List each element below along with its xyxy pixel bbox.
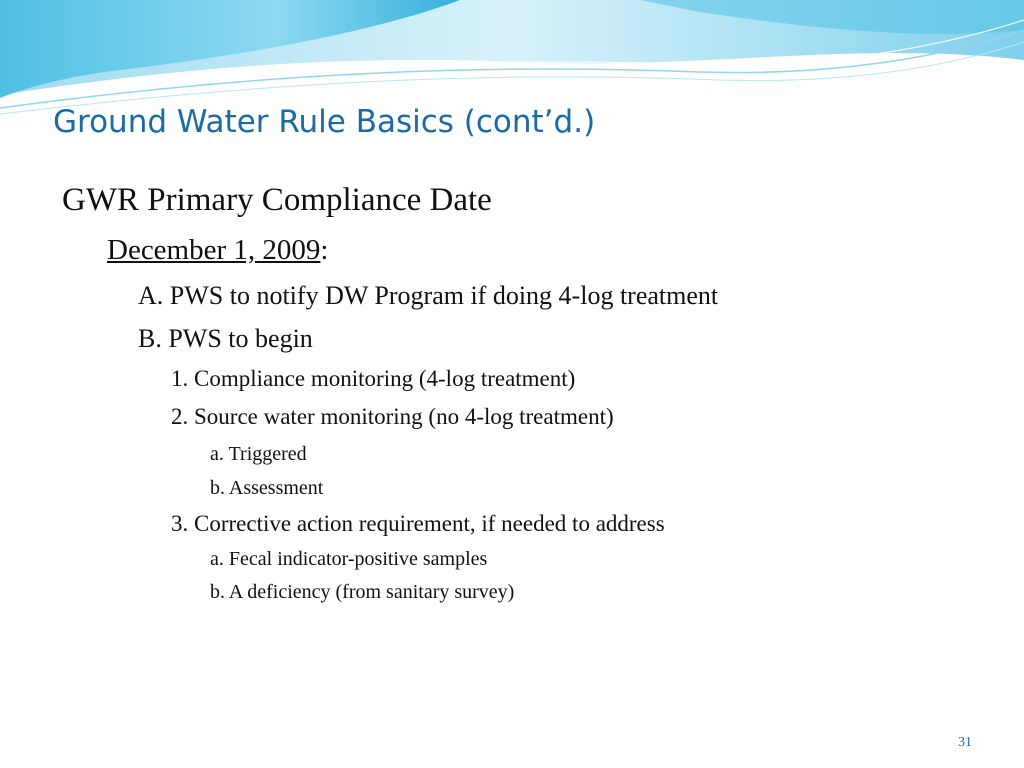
bullet-item-b: B. PWS to begin (138, 324, 313, 353)
sub-item-3b: b. A deficiency (from sanitary survey) (210, 581, 515, 603)
sub-item-2a: a. Triggered (210, 443, 307, 465)
section-heading: GWR Primary Compliance Date (62, 182, 492, 218)
sub-item-3: 3. Corrective action requirement, if needed to address (171, 511, 665, 536)
sub-item-2b: b. Assessment (210, 477, 324, 499)
slide-title: Ground Water Rule Basics (cont’d.) (53, 104, 596, 140)
sub-item-2: 2. Source water monitoring (no 4-log treatment) (171, 404, 614, 429)
compliance-date (107, 230, 328, 270)
date-suffix: : (320, 234, 329, 266)
sub-item-3a: a. Fecal indicator-positive samples (210, 548, 488, 570)
sub-item-1: 1. Compliance monitoring (4-log treatment) (171, 366, 576, 391)
bullet-item-a: A. PWS to notify DW Program if doing 4-log treatment (138, 281, 719, 310)
page-number: 31 (958, 735, 972, 750)
date-label: December 1, 2009 (107, 234, 321, 266)
